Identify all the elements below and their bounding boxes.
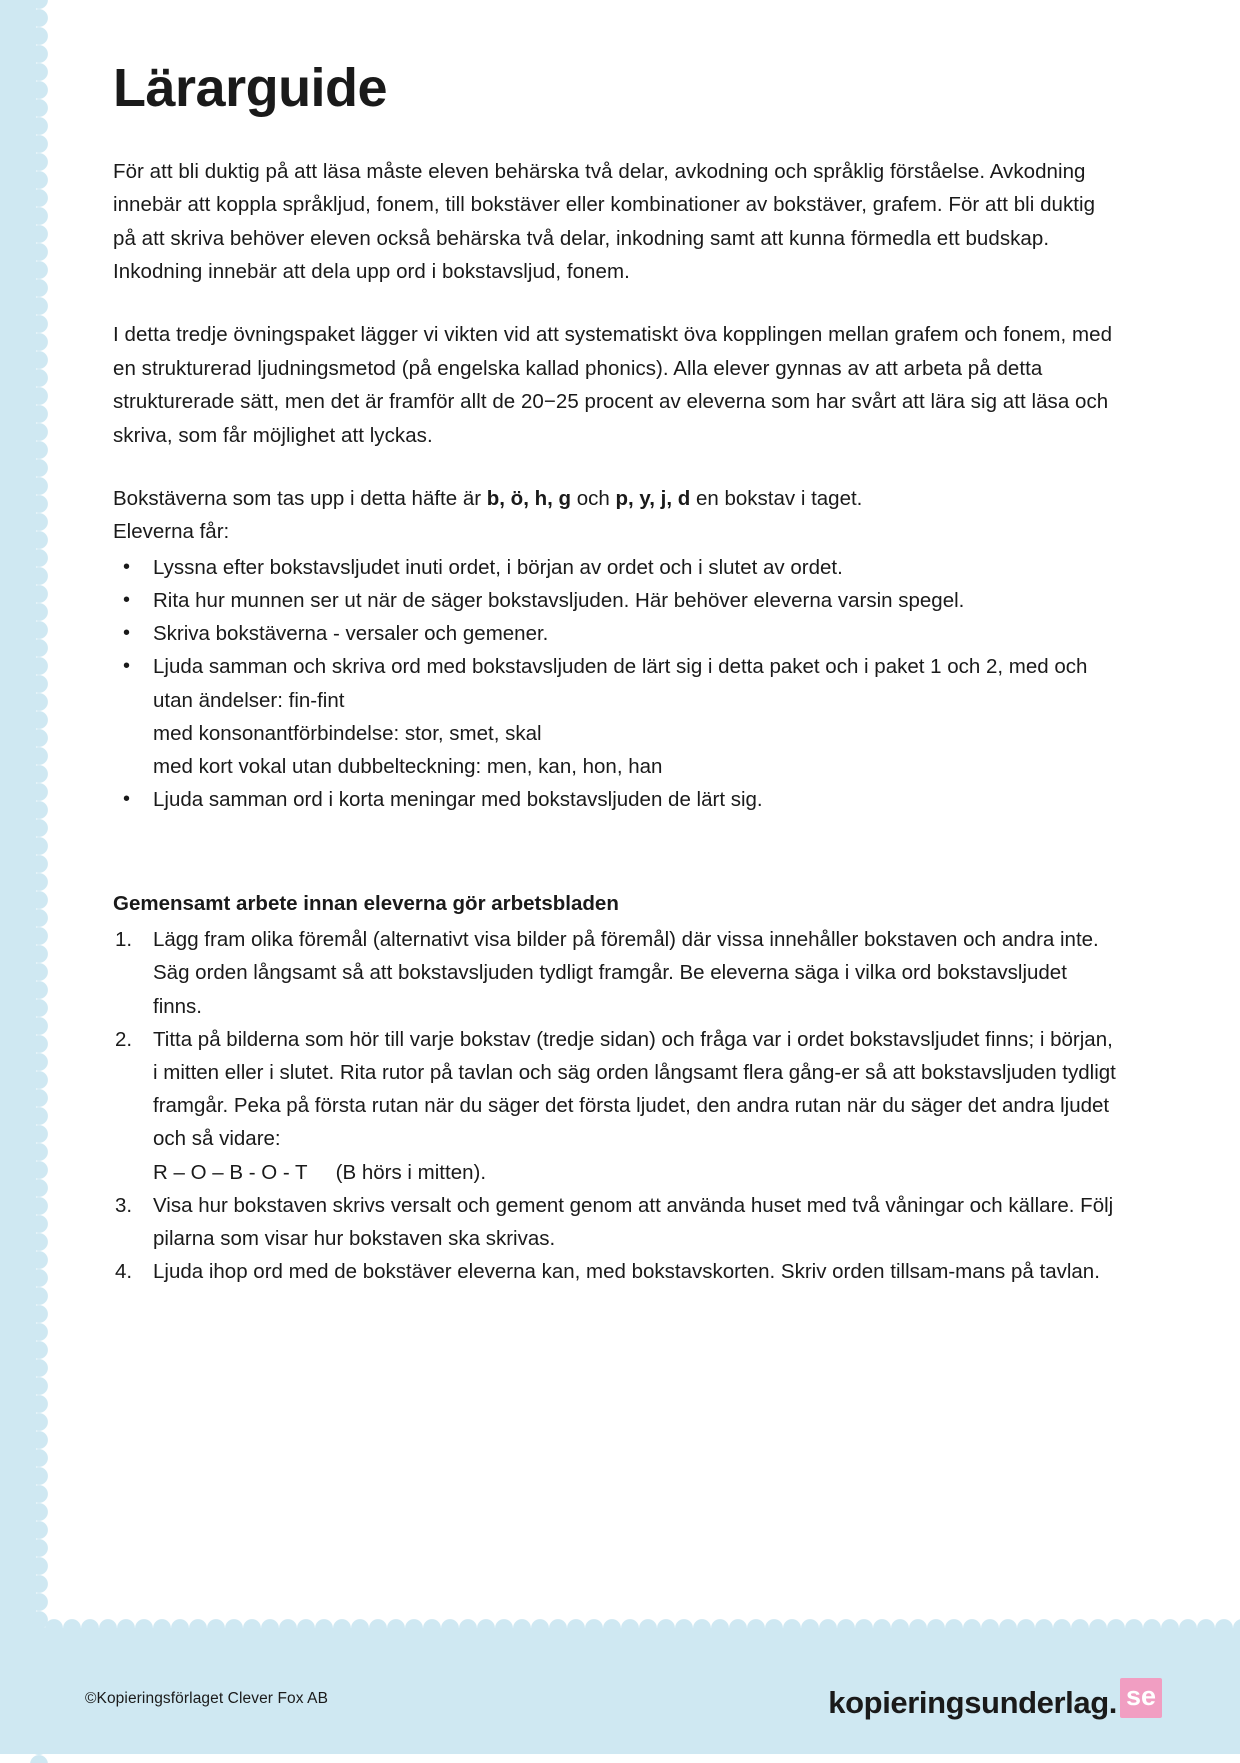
bullet-text: Lyssna efter bokstavsljudet inuti ordet, i början av ordet och i slutet av ordet.: [153, 555, 843, 579]
activity-bullet-list: [113, 551, 1118, 817]
list-item: [113, 551, 1118, 584]
instructions-numbered-list: [113, 923, 1118, 1288]
students-will-label: Eleverna får:: [113, 520, 230, 544]
intro-paragraph-1: För att bli duktig på att läsa måste eleven behärska två delar, avkodning och språklig förståelse. Avkodning innebär att koppla språkljud, fonem, till bokstäver eller kombinationer av bokstäver, grafem. För att bli duktig på att skriva behöver eleven också behärska två delar, inkodning samt att kunna förmedla ett budskap. Inkodning innebär att dela upp ord i bokstavsljud, fonem.: [113, 159, 1096, 283]
list-item: [113, 617, 1118, 650]
list-item: [113, 584, 1118, 617]
bullet-text: Rita hur munnen ser ut när de säger bokstavsljuden. Här behöver eleverna varsin spegel.: [153, 588, 965, 612]
footer-band: [0, 1628, 1240, 1754]
copyright-text: ©Kopieringsförlaget Clever Fox AB: [85, 1690, 329, 1707]
list-item: [113, 650, 1118, 783]
section-subheading: Gemensamt arbete innan eleverna gör arbetsbladen: [113, 892, 619, 916]
page-title: Lärarguide: [113, 58, 388, 118]
step-text: Lägg fram olika föremål (alternativt visa bilder på föremål) där vissa innehåller bokstaven och andra inte. Säg orden långsamt så att bokstavsljuden tydligt framgår. Be eleverna säga i vilka ord bokstavsljudet finns.: [153, 928, 1099, 1018]
bullet-subline: med konsonantförbindelse: stor, smet, skal: [153, 721, 542, 745]
letters-intro-suffix: en bokstav i taget.: [690, 486, 863, 510]
list-item: [113, 923, 1118, 1023]
step-text: Visa hur bokstaven skrivs versalt och gement genom att använda huset med två våningar och källare. Följ pilarna som visar hur bokstaven ska skrivas.: [153, 1193, 1114, 1250]
bullet-text: Ljuda samman och skriva ord med bokstavsljuden de lärt sig i detta paket och i paket 1 och 2, med och utan ändelser: fin-fint: [153, 655, 1088, 712]
logo-domain-suffix: se: [1120, 1678, 1162, 1718]
publisher-logo: [828, 1678, 1162, 1718]
intro-paragraph-2: I detta tredje övningspaket lägger vi vikten vid att systematiskt öva kopplingen mellan grafem och fonem, med en strukturerad ljudningsmetod (på engelska kallad phonics). Alla elever gynnas av att arbeta på detta strukturerade sätt, men det är framför allt de 20−25 procent av eleverna som har svårt att lära sig att läsa och skriva, som får möjlighet att lyckas.: [113, 323, 1113, 447]
step-text: Ljuda ihop ord med de bokstäver eleverna kan, med bokstavskorten. Skriv orden tillsam-mans på tavlan.: [153, 1260, 1100, 1284]
bullet-text: Skriva bokstäverna - versaler och gemener.: [153, 622, 549, 646]
letters-group-1: b, ö, h, g: [486, 486, 572, 510]
letters-intro-prefix: Bokstäverna som tas upp i detta häfte är: [113, 486, 487, 510]
bullet-subline: med kort vokal utan dubbelteckning: men, kan, hon, han: [153, 754, 663, 778]
step-text: Titta på bilderna som hör till varje bokstav (tredje sidan) och fråga var i ordet bokstavsljudet finns; i början, i mitten eller i slutet. Rita rutor på tavlan och säg orden långsamt flera gång-er så att bokstavsljuden tydligt framgår. Peka på första rutan när du säger det första ljudet, den andra rutan när du säger det andra ljudet och så vidare:: [153, 1027, 1116, 1151]
logo-text: kopieringsunderlag.: [828, 1685, 1117, 1720]
bullet-text: Ljuda samman ord i korta meningar med bokstavsljuden de lärt sig.: [153, 788, 763, 812]
list-item: [113, 783, 1118, 816]
left-scallop-edge: [30, 0, 48, 1763]
letters-intro-line: [113, 482, 1118, 515]
letters-intro-middle: och: [571, 486, 616, 510]
list-item: [113, 1023, 1118, 1189]
step-example: R – O – B - O - T (B hörs i mitten).: [153, 1160, 487, 1184]
letters-group-2: p, y, j, d: [615, 486, 691, 510]
list-item: [113, 1255, 1118, 1288]
list-item: [113, 1189, 1118, 1255]
document-content: [113, 60, 1118, 1288]
